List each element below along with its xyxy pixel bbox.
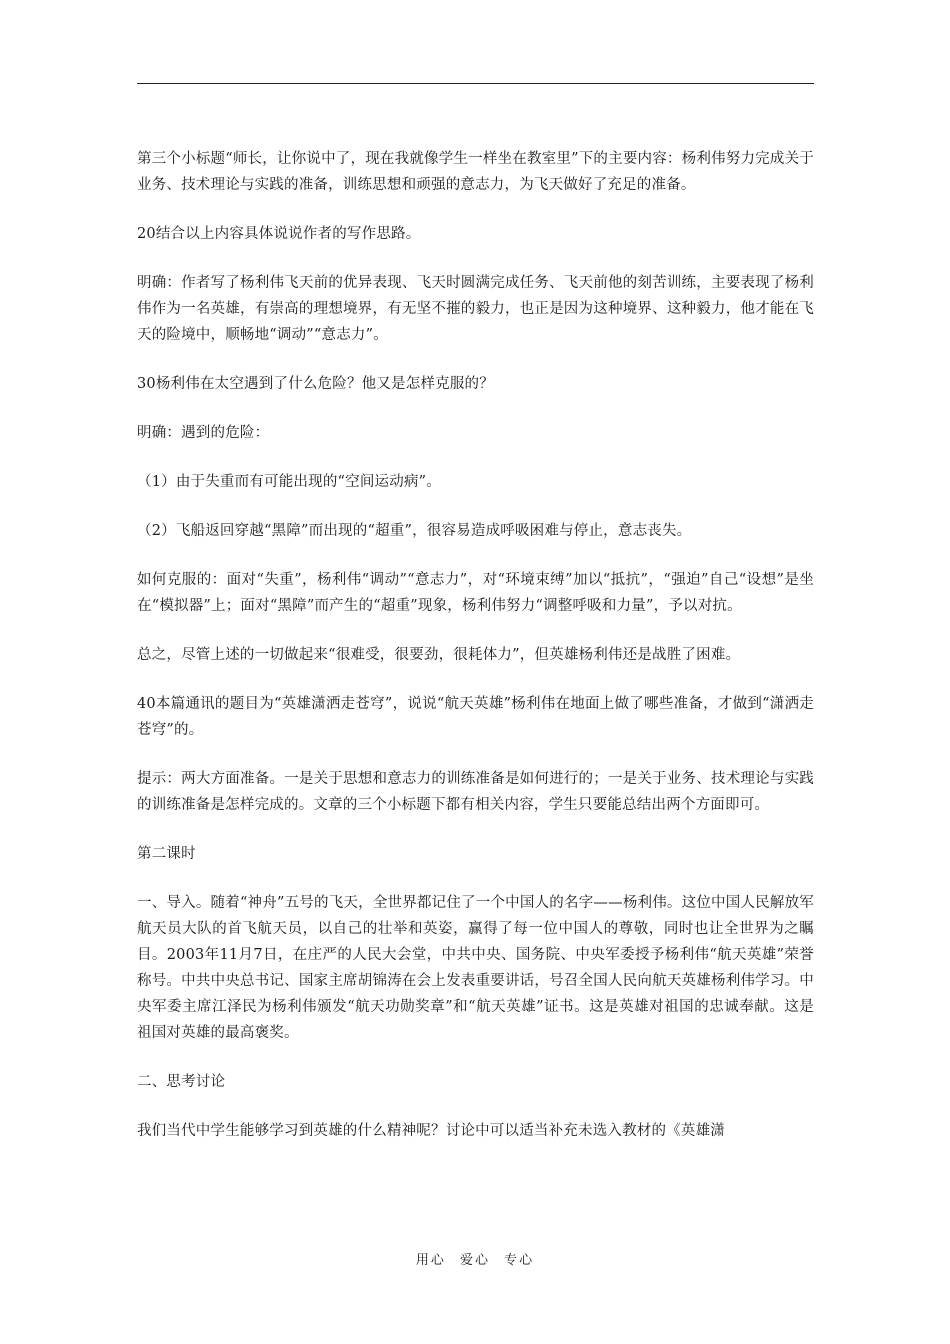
header-rule	[137, 83, 814, 84]
section-heading-lesson-2: 第二课时	[137, 846, 196, 862]
summary-paragraph: 总之，尽管上述的一切做起来“很难受，很要劲，很耗体力”，但英雄杨利伟还是战胜了困难。	[137, 647, 741, 663]
question-4: 40本篇通讯的题目为“英雄潇洒走苍穹”，说说“航天英雄”杨利伟在地面上做了哪些准备，才做到“潇洒走苍穹”的。	[137, 696, 814, 738]
danger-1: （1）由于失重而有可能出现的“空间运动病”。	[137, 474, 441, 490]
question-3: 30杨利伟在太空遇到了什么危险？他又是怎样克服的？	[137, 376, 494, 392]
danger-2: （2）飞船返回穿越“黑障”而出现的“超重”，很容易造成呼吸困难与停止，意志丧失。	[137, 523, 692, 539]
discussion-paragraph: 我们当代中学生能够学习到英雄的什么精神呢？讨论中可以适当补充未选入教材的《英雄潇	[137, 1123, 725, 1139]
footer-word: 专心	[504, 1253, 535, 1268]
question-2: 20结合以上内容具体说说作者的写作思路。	[137, 226, 421, 242]
answer-2: 明确：作者写了杨利伟飞天前的优异表现、飞天时圆满完成任务、飞天前他的刻苦训练，主要表现了杨利伟作为一名英雄，有崇高的理想境界，有无坚不摧的毅力，也正是因为这种境界、这种毅力，他才能在飞天的险境中，顺畅地“调动”“意志力”。	[137, 275, 814, 343]
footer-word: 爱心	[459, 1253, 490, 1268]
section-heading-discussion: 二、思考讨论	[137, 1074, 226, 1090]
document-body	[137, 146, 814, 1167]
overcome-paragraph: 如何克服的：面对“失重”，杨利伟“调动”“意志力”，对“环境束缚”加以“抵抗”，“强迫”自己“设想”是坐在“模拟器”上；面对“黑障”而产生的“超重”现象，杨利伟努力“调整呼吸和力量”，予以对抗。	[137, 572, 814, 614]
introduction-paragraph: 一、导入。随着“神舟”五号的飞天，全世界都记住了一个中国人的名字——杨利伟。这位中国人民解放军航天员大队的首飞航天员，以自己的壮举和英姿，赢得了每一位中国人的尊敬，同时也让全世界为之瞩目。2003年11月7日，在庄严的人民大会堂，中共中央、国务院、中央军委授予杨利伟“航天英雄”荣誉称号。中共中央总书记、国家主席胡锦涛在会上发表重要讲话，号召全国人民向航天英雄杨利伟学习。中央军委主席江泽民为杨利伟颁发“航天功勋奖章”和“航天英雄”证书。这是英雄对祖国的忠诚奉献。这是祖国对英雄的最高褒奖。	[137, 895, 814, 1041]
page-footer	[0, 1249, 950, 1268]
footer-word: 用心	[415, 1253, 446, 1268]
answer-3-intro: 明确：遇到的危险：	[137, 425, 270, 441]
hint-4: 提示：两大方面准备。一是关于思想和意志力的训练准备是如何进行的；一是关于业务、技术理论与实践的训练准备是怎样完成的。文章的三个小标题下都有相关内容，学生只要能总结出两个方面即可。	[137, 771, 814, 813]
paragraph-subtitle-3-summary: 第三个小标题“师长，让你说中了，现在我就像学生一样坐在教室里”下的主要内容：杨利伟努力完成关于业务、技术理论与实践的准备，训练思想和顽强的意志力，为飞天做好了充足的准备。	[137, 151, 814, 193]
